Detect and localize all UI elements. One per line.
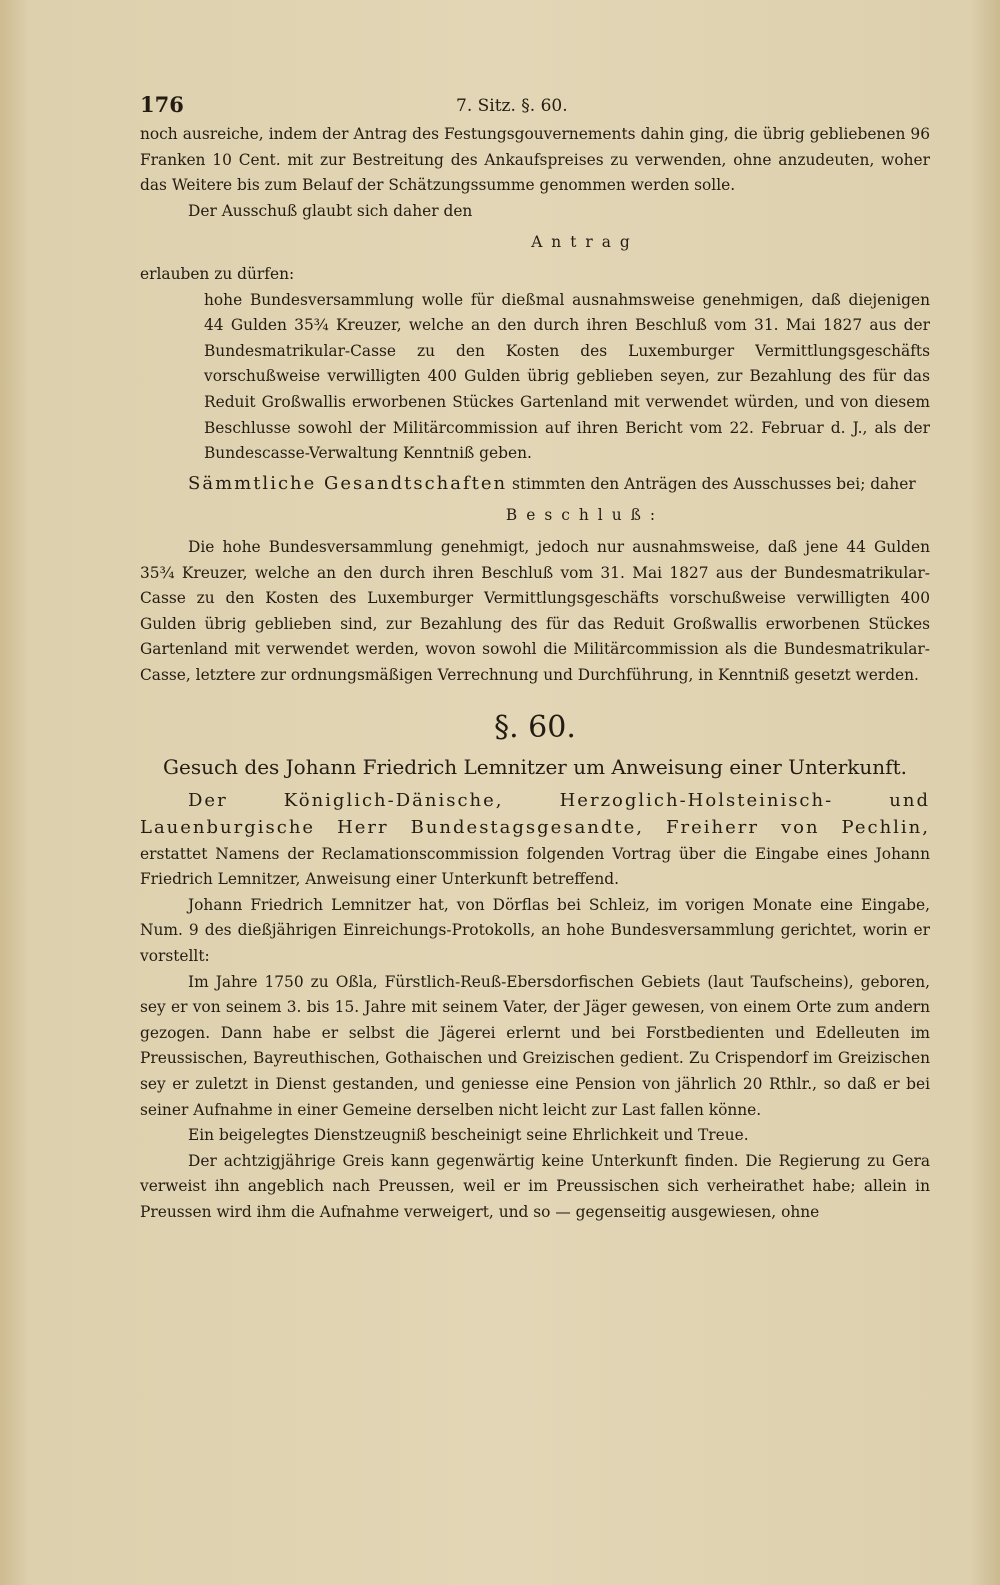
paragraph-3: erlauben zu dürfen:	[140, 264, 295, 283]
beschluss-label: Beschluß:	[505, 506, 665, 525]
paragraph-1: noch ausreiche, indem der Antrag des Festungsgouvernements dahin ging, die übrig gebliebenen 96 Franken 10 Cent. mit zur Bestreitung des Ankaufspreises zu verwenden, ohne anzudeuten, woher das Weitere bis zum Belauf der Schätzungssumme genommen werden solle.	[140, 125, 930, 195]
paragraph-10: Ein beigelegtes Dienstzeugniß bescheinigt seine Ehrlichkeit und Treue.	[188, 1126, 749, 1145]
text-block	[140, 92, 930, 1226]
paragraph-2: Der Ausschuß glaubt sich daher den	[188, 201, 473, 220]
header-caption: 7. Sitz. §. 60.	[456, 96, 568, 116]
paragraph-7-rest: erstattet Namens der Reclamationscommission folgenden Vortrag über die Eingabe eines Johann Friedrich Lemnitzer, Anweisung einer Unterkunft betreffend.	[140, 844, 930, 889]
beschluss-text: Die hohe Bundesversammlung genehmigt, jedoch nur ausnahmsweise, daß jene 44 Gulden 35¾ Kreuzer, welche an den durch ihren Beschluß vom 31. Mai 1827 aus der Bundesmatrikular-Casse zu den Kosten des Luxemburger Vermittlungsgeschäfts vorschußweise verwilligten 400 Gulden übrig geblieben sind, zur Bezahlung des für das Reduit Großwallis erworbenen Stückes Gartenland mit verwendet werden, wovon sowohl die Militärcommission als die Bundesmatrikular-Casse, letztere zur ordnungsmäßigen Verrechnung und Durchführung, in Kenntniß gesetzt werden.	[140, 537, 930, 684]
section-title: Gesuch des Johann Friedrich Lemnitzer um Anweisung einer Unterkunft.	[163, 755, 907, 780]
gesandtschaften-spaced: Sämmtliche Gesandtschaften	[188, 472, 508, 494]
antrag-text: hohe Bundesversammlung wolle für dießmal ausnahmsweise genehmigen, daß diejenigen 44 Gulden 35¾ Kreuzer, welche an den durch ihren Beschluß vom 31. Mai 1827 aus der Bundesmatrikular-Casse zu den Kosten des Luxemburger Vermittlungsgeschäfts vorschußweise verwilligten 400 Gulden übrig geblieben seyen, zur Bezahlung des für das Reduit Großwallis erworbenen Stückes Gartenland mit verwendet würden, und von diesem Beschlusse sowohl der Militärcommission auf ihren Bericht vom 22. Februar d. J., als der Bundescasse-Verwaltung Kenntniß geben.	[204, 290, 930, 463]
paragraph-7	[140, 788, 930, 892]
gesandter-spaced: Der Königlich-Dänische, Herzoglich-Holsteinisch- und Lauenburgische Herr Bundestagsgesandte, Freiherr von Pechlin,	[140, 790, 930, 839]
running-header	[140, 92, 930, 122]
paragraph-8: Johann Friedrich Lemnitzer hat, von Dörflas bei Schleiz, im vorigen Monate eine Eingabe, Num. 9 des dießjährigen Einreichungs-Protokolls, an hohe Bundesversammlung gerichtet, worin er vorstellt:	[140, 895, 930, 966]
paragraph-11: Der achtzigjährige Greis kann gegenwärtig keine Unterkunft finden. Die Regierung zu Gera verweist ihn angeblich nach Preussen, weil er im Preussischen sich verheirathet habe; allein in Preussen wird ihm die Aufnahme verweigert, und so — gegenseitig ausgewiesen, ohne	[140, 1151, 930, 1221]
antrag-label: Antrag	[531, 233, 639, 252]
page-number: 176	[140, 92, 184, 117]
paragraph-5	[140, 471, 930, 498]
paragraph-5-rest: stimmten den Anträgen des Ausschusses bei; daher	[507, 474, 916, 493]
section-number: §. 60.	[494, 710, 576, 746]
paragraph-9: Im Jahre 1750 zu Oßla, Fürstlich-Reuß-Ebersdorfischen Gebiets (laut Taufscheins), geboren, sey er von seinem 3. bis 15. Jahre mit seinem Vater, der Jäger gewesen, von einem Orte zum andern gezogen. Dann habe er selbst die Jägerei erlernt und bei Forstbedienten und Edelleuten im Preussischen, Bayreuthischen, Gothaischen und Greizischen gedient. Zu Crispendorf im Greizischen sey er zuletzt in Dienst gestanden, und geniesse eine Pension von jährlich 20 Rthlr., so daß er bei seiner Aufnahme in einer Gemeine derselben nicht leicht zur Last fallen könne.	[140, 972, 930, 1119]
